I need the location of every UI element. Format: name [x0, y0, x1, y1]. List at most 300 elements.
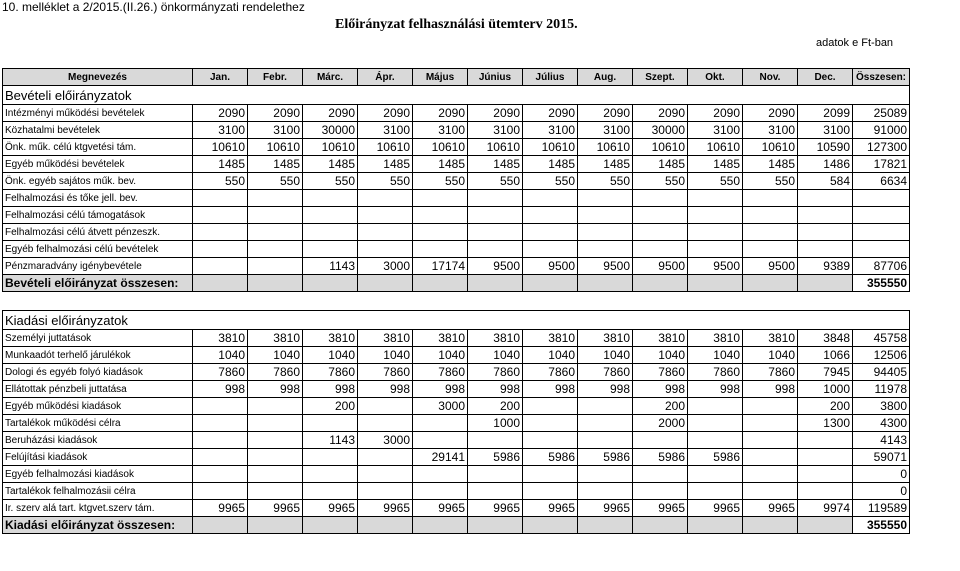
- value-cell: [413, 432, 468, 449]
- value-cell: 59071: [853, 449, 910, 466]
- value-cell: [358, 190, 413, 207]
- value-cell: 1143: [303, 432, 358, 449]
- value-cell: [688, 415, 743, 432]
- value-cell: 7860: [413, 364, 468, 381]
- value-cell: [798, 224, 853, 241]
- value-cell: 200: [633, 398, 688, 415]
- row-label: Tartalékok működési célra: [3, 415, 193, 432]
- column-header: Megnevezés: [3, 69, 193, 86]
- table-body: [3, 86, 910, 534]
- value-cell: 45758: [853, 330, 910, 347]
- value-cell: 3100: [578, 122, 633, 139]
- total-value: 355550: [853, 517, 910, 534]
- value-cell: 550: [743, 173, 798, 190]
- empty-cell: [248, 275, 303, 292]
- empty-cell: [743, 275, 798, 292]
- value-cell: 11978: [853, 381, 910, 398]
- value-cell: [633, 190, 688, 207]
- value-cell: 10590: [798, 139, 853, 156]
- value-cell: 29141: [413, 449, 468, 466]
- value-cell: 550: [248, 173, 303, 190]
- value-cell: [798, 190, 853, 207]
- value-cell: 550: [468, 173, 523, 190]
- value-cell: 7860: [248, 364, 303, 381]
- value-cell: 1040: [303, 347, 358, 364]
- value-cell: [358, 241, 413, 258]
- value-cell: 5986: [523, 449, 578, 466]
- value-cell: [798, 466, 853, 483]
- table-row: [3, 190, 910, 207]
- value-cell: 91000: [853, 122, 910, 139]
- value-cell: 10610: [578, 139, 633, 156]
- value-cell: [413, 241, 468, 258]
- value-cell: 9965: [413, 500, 468, 517]
- value-cell: 3000: [358, 258, 413, 275]
- empty-cell: [578, 275, 633, 292]
- value-cell: [523, 432, 578, 449]
- value-cell: 5986: [688, 449, 743, 466]
- value-cell: 9965: [633, 500, 688, 517]
- value-cell: [468, 241, 523, 258]
- value-cell: 2090: [578, 105, 633, 122]
- column-header: Febr.: [248, 69, 303, 86]
- value-cell: 998: [248, 381, 303, 398]
- value-cell: 1485: [193, 156, 248, 173]
- column-header: Okt.: [688, 69, 743, 86]
- value-cell: 9965: [248, 500, 303, 517]
- value-cell: [523, 207, 578, 224]
- value-cell: 3000: [358, 432, 413, 449]
- value-cell: 119589: [853, 500, 910, 517]
- value-cell: 94405: [853, 364, 910, 381]
- value-cell: 3100: [413, 122, 468, 139]
- value-cell: 200: [468, 398, 523, 415]
- row-label: Közhatalmi bevételek: [3, 122, 193, 139]
- empty-cell: [798, 517, 853, 534]
- value-cell: 10610: [413, 139, 468, 156]
- table-row: [3, 207, 910, 224]
- total-label: Kiadási előirányzat összesen:: [3, 517, 193, 534]
- total-value: 355550: [853, 275, 910, 292]
- value-cell: [578, 190, 633, 207]
- row-label: Beruházási kiadások: [3, 432, 193, 449]
- value-cell: [633, 224, 688, 241]
- value-cell: 550: [303, 173, 358, 190]
- table-row: [3, 381, 910, 398]
- value-cell: 3810: [523, 330, 578, 347]
- value-cell: [688, 466, 743, 483]
- row-label: Egyéb felhalmozási célú bevételek: [3, 241, 193, 258]
- row-label: Felhalmozási célú támogatások: [3, 207, 193, 224]
- column-header: Július: [523, 69, 578, 86]
- table-row: [3, 224, 910, 241]
- value-cell: [468, 207, 523, 224]
- value-cell: 1040: [743, 347, 798, 364]
- value-cell: 9974: [798, 500, 853, 517]
- value-cell: [193, 415, 248, 432]
- value-cell: [358, 466, 413, 483]
- row-label: Személyi juttatások: [3, 330, 193, 347]
- table-row: [3, 364, 910, 381]
- value-cell: 3810: [468, 330, 523, 347]
- value-cell: [303, 415, 358, 432]
- value-cell: [523, 224, 578, 241]
- value-cell: [468, 190, 523, 207]
- value-cell: [523, 241, 578, 258]
- value-cell: [358, 207, 413, 224]
- value-cell: 9965: [743, 500, 798, 517]
- value-cell: [413, 466, 468, 483]
- value-cell: [248, 432, 303, 449]
- value-cell: 2090: [523, 105, 578, 122]
- value-cell: [248, 224, 303, 241]
- value-cell: [578, 415, 633, 432]
- value-cell: [688, 224, 743, 241]
- value-cell: [578, 224, 633, 241]
- value-cell: [413, 415, 468, 432]
- value-cell: 9500: [633, 258, 688, 275]
- value-cell: 2090: [303, 105, 358, 122]
- value-cell: 3100: [688, 122, 743, 139]
- value-cell: 6634: [853, 173, 910, 190]
- value-cell: 4300: [853, 415, 910, 432]
- empty-cell: [523, 275, 578, 292]
- value-cell: [193, 466, 248, 483]
- value-cell: 3000: [413, 398, 468, 415]
- header-row: [3, 69, 910, 86]
- row-label: Felhalmozási és tőke jell. bev.: [3, 190, 193, 207]
- value-cell: 1485: [523, 156, 578, 173]
- revenue-section: [3, 86, 910, 105]
- value-cell: [303, 190, 358, 207]
- value-cell: 3848: [798, 330, 853, 347]
- empty-cell: [248, 517, 303, 534]
- value-cell: 7860: [743, 364, 798, 381]
- row-label: Tartalékok felhalmozásii célra: [3, 483, 193, 500]
- empty-cell: [193, 275, 248, 292]
- value-cell: 998: [578, 381, 633, 398]
- value-cell: 7860: [468, 364, 523, 381]
- value-cell: 3810: [248, 330, 303, 347]
- column-header: Összesen:: [853, 69, 910, 86]
- value-cell: 5986: [468, 449, 523, 466]
- value-cell: 550: [358, 173, 413, 190]
- value-cell: [578, 432, 633, 449]
- value-cell: [303, 241, 358, 258]
- empty-cell: [303, 275, 358, 292]
- value-cell: 10610: [688, 139, 743, 156]
- value-cell: 998: [358, 381, 413, 398]
- empty-cell: [358, 517, 413, 534]
- row-label: Felhalmozási célú átvett pénzeszk.: [3, 224, 193, 241]
- value-cell: 3810: [413, 330, 468, 347]
- value-cell: [633, 432, 688, 449]
- value-cell: [193, 432, 248, 449]
- value-cell: 9500: [468, 258, 523, 275]
- value-cell: [303, 224, 358, 241]
- value-cell: [743, 398, 798, 415]
- value-cell: [248, 415, 303, 432]
- value-cell: 3100: [468, 122, 523, 139]
- column-header: Nov.: [743, 69, 798, 86]
- value-cell: 1485: [248, 156, 303, 173]
- value-cell: [523, 190, 578, 207]
- value-cell: [633, 483, 688, 500]
- total-label: Bevételi előirányzat összesen:: [3, 275, 193, 292]
- row-label: Ellátottak pénzbeli juttatása: [3, 381, 193, 398]
- value-cell: 3100: [743, 122, 798, 139]
- value-cell: 10610: [303, 139, 358, 156]
- value-cell: [743, 207, 798, 224]
- value-cell: 1485: [743, 156, 798, 173]
- value-cell: 200: [798, 398, 853, 415]
- budget-table: [2, 68, 910, 534]
- value-cell: 1143: [303, 258, 358, 275]
- value-cell: [358, 398, 413, 415]
- value-cell: 1000: [468, 415, 523, 432]
- row-label: Pénzmaradvány igénybevétele: [3, 258, 193, 275]
- value-cell: [303, 483, 358, 500]
- value-cell: 7860: [193, 364, 248, 381]
- value-cell: 2090: [358, 105, 413, 122]
- value-cell: [248, 258, 303, 275]
- value-cell: 1485: [633, 156, 688, 173]
- value-cell: [743, 224, 798, 241]
- column-header: Ápr.: [358, 69, 413, 86]
- value-cell: [743, 241, 798, 258]
- value-cell: [193, 398, 248, 415]
- value-cell: [743, 415, 798, 432]
- value-cell: [798, 449, 853, 466]
- value-cell: 3100: [248, 122, 303, 139]
- value-cell: [413, 207, 468, 224]
- value-cell: [358, 483, 413, 500]
- empty-cell: [743, 517, 798, 534]
- value-cell: 10610: [358, 139, 413, 156]
- value-cell: [743, 190, 798, 207]
- value-cell: [798, 207, 853, 224]
- value-cell: 2090: [193, 105, 248, 122]
- value-cell: [743, 449, 798, 466]
- value-cell: 1040: [523, 347, 578, 364]
- value-cell: [853, 190, 910, 207]
- value-cell: [303, 466, 358, 483]
- value-cell: [798, 483, 853, 500]
- value-cell: [413, 190, 468, 207]
- value-cell: 998: [193, 381, 248, 398]
- value-cell: [853, 224, 910, 241]
- expense-total-row: [3, 517, 910, 534]
- value-cell: 2090: [633, 105, 688, 122]
- value-cell: 2090: [688, 105, 743, 122]
- value-cell: 17821: [853, 156, 910, 173]
- value-cell: [193, 258, 248, 275]
- value-cell: 17174: [413, 258, 468, 275]
- value-cell: [578, 241, 633, 258]
- value-cell: 9965: [193, 500, 248, 517]
- row-label: Egyéb működési kiadások: [3, 398, 193, 415]
- table-row: [3, 432, 910, 449]
- value-cell: [633, 207, 688, 224]
- value-cell: 1486: [798, 156, 853, 173]
- value-cell: 0: [853, 483, 910, 500]
- value-cell: [688, 241, 743, 258]
- row-label: Ir. szerv alá tart. ktgvet.szerv tám.: [3, 500, 193, 517]
- empty-cell: [523, 517, 578, 534]
- value-cell: 1040: [248, 347, 303, 364]
- value-cell: 1040: [578, 347, 633, 364]
- value-cell: 9965: [303, 500, 358, 517]
- value-cell: [688, 398, 743, 415]
- value-cell: 9965: [468, 500, 523, 517]
- value-cell: 7860: [578, 364, 633, 381]
- table-row: [3, 415, 910, 432]
- value-cell: [248, 483, 303, 500]
- value-cell: [358, 415, 413, 432]
- value-cell: [468, 432, 523, 449]
- empty-cell: [468, 517, 523, 534]
- value-cell: 9965: [688, 500, 743, 517]
- value-cell: 7860: [688, 364, 743, 381]
- value-cell: 9500: [688, 258, 743, 275]
- value-cell: 25089: [853, 105, 910, 122]
- value-cell: 3810: [688, 330, 743, 347]
- value-cell: 1485: [468, 156, 523, 173]
- section-title: Kiadási előirányzatok: [3, 311, 910, 330]
- value-cell: 4143: [853, 432, 910, 449]
- value-cell: [743, 432, 798, 449]
- value-cell: [578, 466, 633, 483]
- value-cell: [248, 449, 303, 466]
- empty-cell: [798, 275, 853, 292]
- table-row: [3, 449, 910, 466]
- value-cell: 550: [633, 173, 688, 190]
- value-cell: 1040: [193, 347, 248, 364]
- value-cell: [248, 190, 303, 207]
- value-cell: [468, 466, 523, 483]
- value-cell: 1040: [633, 347, 688, 364]
- value-cell: [248, 466, 303, 483]
- value-cell: 998: [303, 381, 358, 398]
- value-cell: 998: [743, 381, 798, 398]
- value-cell: 998: [523, 381, 578, 398]
- table-row: [3, 139, 910, 156]
- value-cell: [523, 466, 578, 483]
- value-cell: 7860: [358, 364, 413, 381]
- empty-cell: [578, 517, 633, 534]
- value-cell: 1040: [413, 347, 468, 364]
- expense-section: [3, 311, 910, 330]
- value-cell: [358, 224, 413, 241]
- value-cell: 5986: [578, 449, 633, 466]
- empty-cell: [633, 275, 688, 292]
- revenue-total-row: [3, 275, 910, 292]
- value-cell: 7945: [798, 364, 853, 381]
- column-header: Aug.: [578, 69, 633, 86]
- value-cell: 550: [578, 173, 633, 190]
- value-cell: 3810: [358, 330, 413, 347]
- value-cell: [193, 449, 248, 466]
- value-cell: 1485: [578, 156, 633, 173]
- value-cell: 2099: [798, 105, 853, 122]
- value-cell: 3100: [523, 122, 578, 139]
- value-cell: [303, 449, 358, 466]
- value-cell: [523, 483, 578, 500]
- value-cell: 550: [193, 173, 248, 190]
- value-cell: 3810: [743, 330, 798, 347]
- column-header: Június: [468, 69, 523, 86]
- value-cell: [193, 190, 248, 207]
- page-title: Előirányzat felhasználási ütemterv 2015.: [335, 17, 578, 32]
- table-row: [3, 105, 910, 122]
- value-cell: 1040: [468, 347, 523, 364]
- table-row: [3, 500, 910, 517]
- value-cell: 1485: [358, 156, 413, 173]
- value-cell: 87706: [853, 258, 910, 275]
- value-cell: [248, 207, 303, 224]
- table-row: [3, 398, 910, 415]
- value-cell: 10610: [193, 139, 248, 156]
- value-cell: 3100: [798, 122, 853, 139]
- empty-cell: [688, 517, 743, 534]
- value-cell: 9500: [578, 258, 633, 275]
- value-cell: [578, 483, 633, 500]
- value-cell: 998: [413, 381, 468, 398]
- value-cell: 1040: [358, 347, 413, 364]
- value-cell: 3100: [358, 122, 413, 139]
- spacer-row: [3, 292, 910, 311]
- value-cell: [413, 224, 468, 241]
- table-row: [3, 241, 910, 258]
- value-cell: [853, 207, 910, 224]
- value-cell: 5986: [633, 449, 688, 466]
- value-cell: 10610: [633, 139, 688, 156]
- value-cell: 550: [523, 173, 578, 190]
- value-cell: 3810: [578, 330, 633, 347]
- table-row: [3, 483, 910, 500]
- value-cell: [193, 241, 248, 258]
- value-cell: 1066: [798, 347, 853, 364]
- value-cell: [853, 241, 910, 258]
- spacer: [3, 292, 910, 311]
- value-cell: [193, 483, 248, 500]
- value-cell: 3100: [193, 122, 248, 139]
- value-cell: [468, 483, 523, 500]
- value-cell: [688, 483, 743, 500]
- value-cell: 2090: [468, 105, 523, 122]
- value-cell: 30000: [633, 122, 688, 139]
- value-cell: 30000: [303, 122, 358, 139]
- row-label: Intézményi működési bevételek: [3, 105, 193, 122]
- value-cell: [248, 241, 303, 258]
- row-label: Egyéb felhalmozási kiadások: [3, 466, 193, 483]
- value-cell: [193, 224, 248, 241]
- row-label: Egyéb működési bevételek: [3, 156, 193, 173]
- value-cell: [523, 415, 578, 432]
- value-cell: 2090: [743, 105, 798, 122]
- value-cell: [633, 241, 688, 258]
- value-cell: 200: [303, 398, 358, 415]
- value-cell: 7860: [303, 364, 358, 381]
- value-cell: 2090: [248, 105, 303, 122]
- value-cell: [193, 207, 248, 224]
- value-cell: 9965: [358, 500, 413, 517]
- column-header: Márc.: [303, 69, 358, 86]
- table-row: [3, 330, 910, 347]
- empty-cell: [633, 517, 688, 534]
- value-cell: 1300: [798, 415, 853, 432]
- value-cell: 12506: [853, 347, 910, 364]
